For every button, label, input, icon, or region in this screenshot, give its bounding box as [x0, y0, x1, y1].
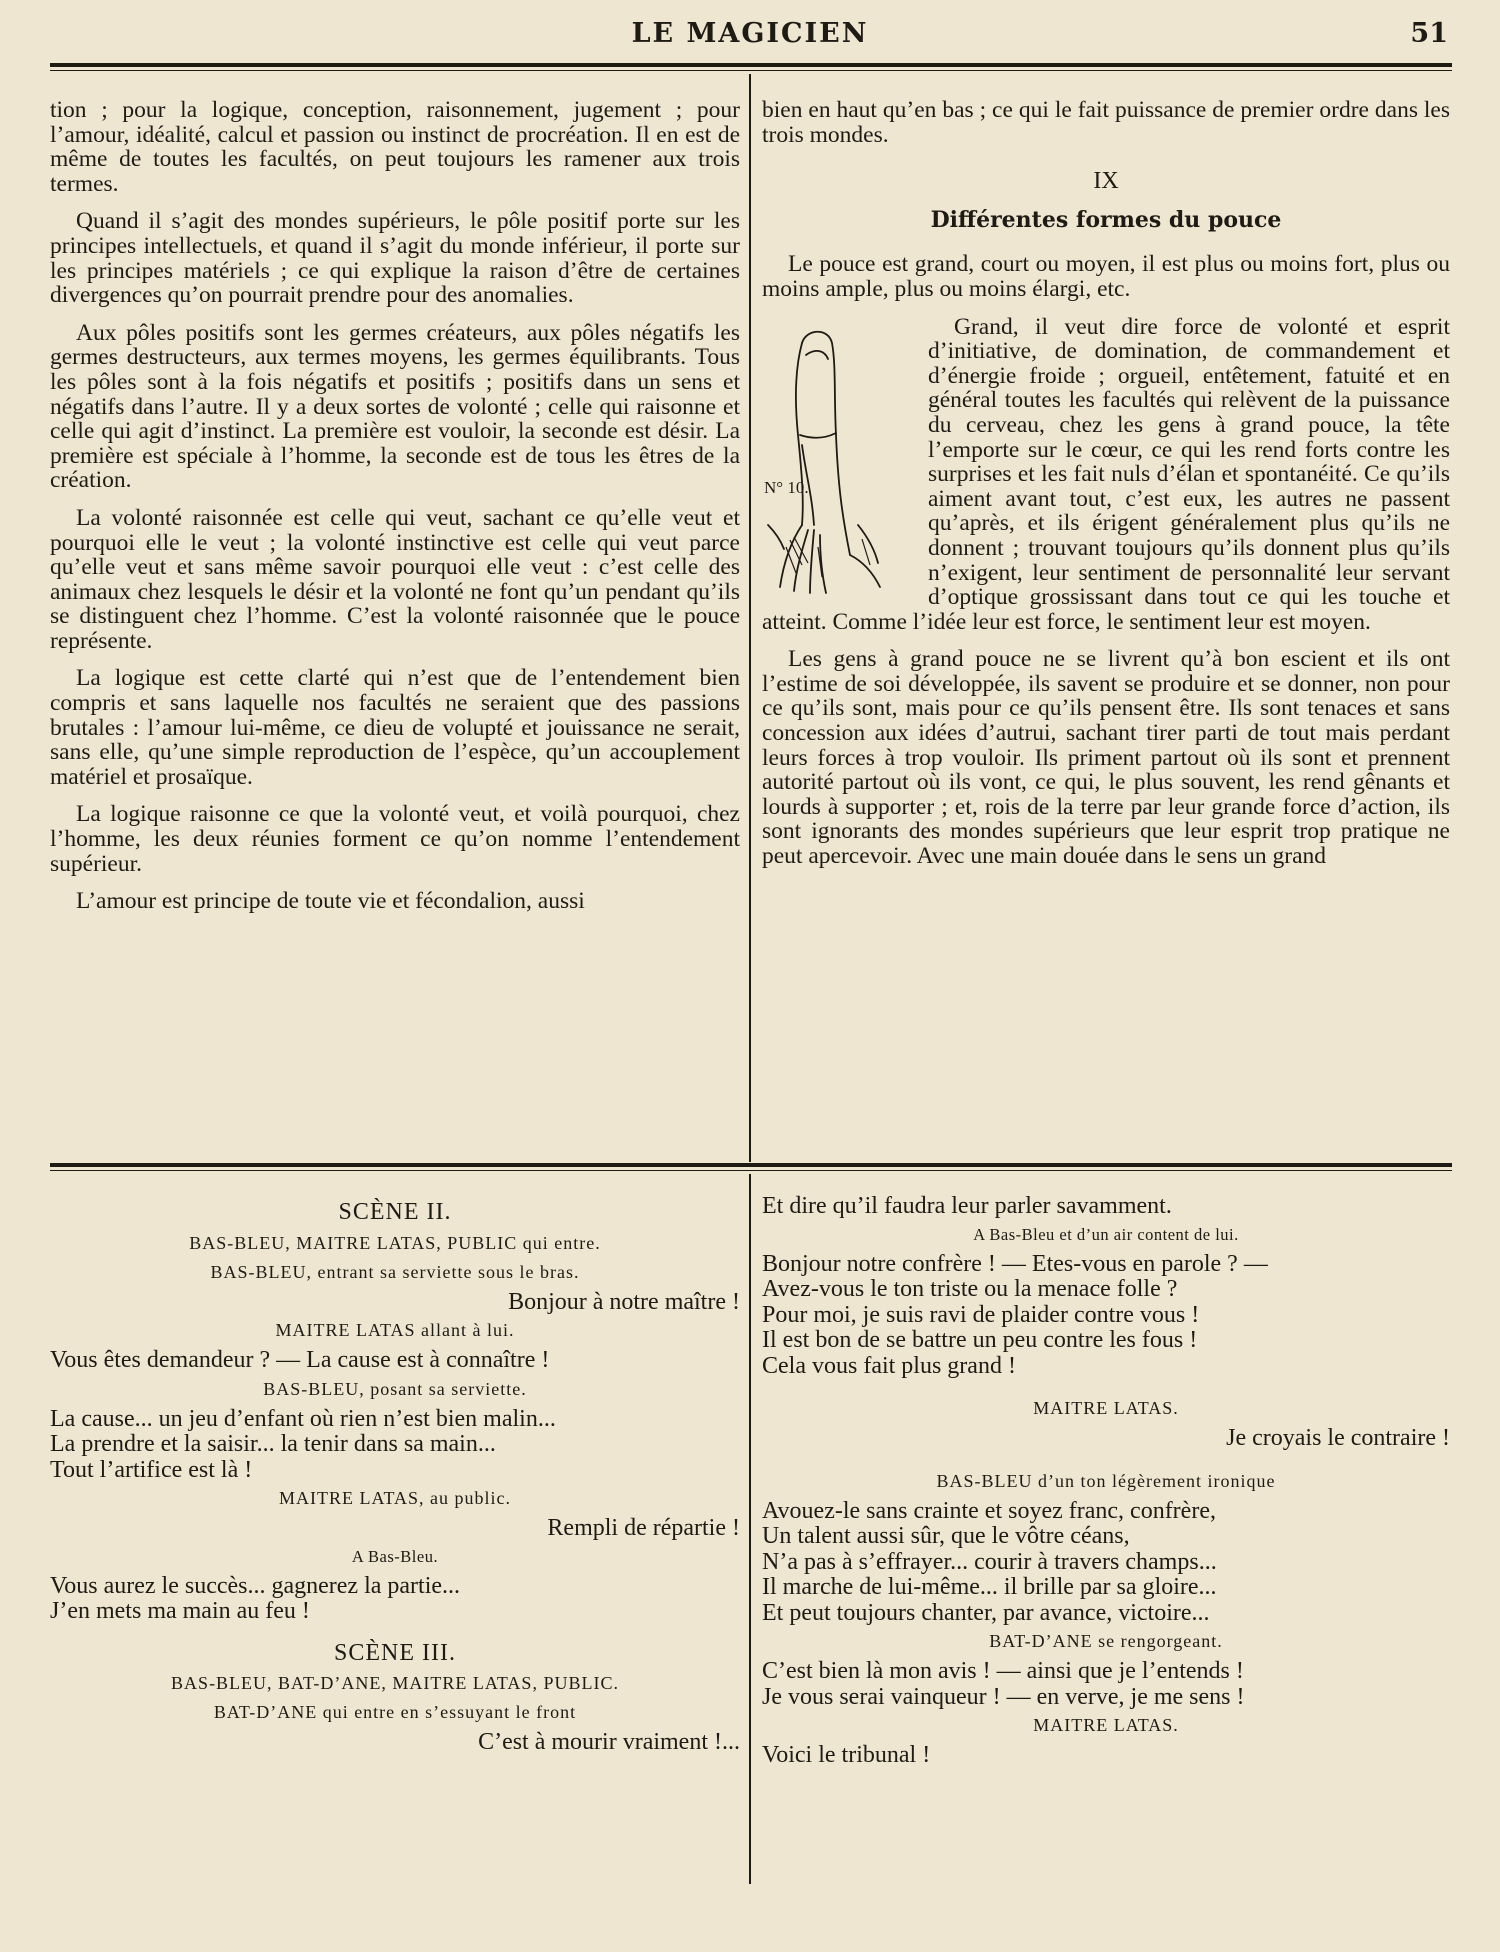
paragraph: bien en haut qu’en bas ; ce qui le fait puissance de premier ordre dans les trois mondes.: [762, 97, 1450, 148]
verse-line: Bonjour à notre maître !: [508, 1288, 740, 1315]
verse-line: C’est à mourir vraiment !...: [478, 1729, 740, 1755]
verse-line: Vous aurez le succès... gagnerez la partie...: [50, 1572, 461, 1599]
stage-direction: MAITRE LATAS.: [1033, 1715, 1179, 1735]
verse-line: Un talent aussi sûr, que le vôtre céans,: [762, 1523, 1130, 1549]
thumb-illustration: [762, 325, 914, 597]
stage-direction: MAITRE LATAS.: [1033, 1398, 1179, 1418]
stage-direction: BAS-BLEU, entrant sa serviette sous le bras.: [210, 1261, 580, 1282]
running-header-title: LE MAGICIEN: [631, 18, 869, 49]
verse-line: La cause... un jeu d’enfant où rien n’est bien malin...: [50, 1405, 556, 1432]
verse-line: Et peut toujours chanter, par avance, victoire...: [762, 1599, 1210, 1626]
section-title: Différentes formes du pouce: [930, 206, 1282, 233]
paragraph: Grand, il veut dire force de volonté et esprit d’initiative, de domination, de commandement et d’énergie froide ; orgueil, entêtement, fatuité et en général toutes les facultés qui relèvent de la puissance du cerveau, chez les gens à grand pouce, la tête l’emporte sur le cœur, ce qui les rend forts contre les surprises et les fait nuls d’élan et spontanéité. Ce qu’ils aiment avant tout, c’est eux, les autres ne passent qu’après, et ils érigent généralement plus qu’ils ne donnent ; trouvant toujours qu’ils donnent plus qu’ils n’exigent, leur sentiment de personnalité leur servant d’optique grossissant dans tout ce qui les touche et atteint. Comme l’idée leur est force, le sentiment leur est moyen.: [762, 313, 1450, 635]
thumb-drawing-icon: [762, 325, 914, 597]
paragraph: La logique est cette clarté qui n’est que de l’entendement bien compris et sans laquelle nos facultés ne seraient que des passions brutales : l’amour lui-même, ce dieu de volupté et jouissance ne serait, sans elle, qu’une simple reproduction de l’espèce, qu’un accouplement matériel et prosaïque.: [50, 665, 740, 790]
verse-line: J’en mets ma main au feu !: [50, 1598, 310, 1624]
stage-direction: BAT-D’ANE qui entre en s’essuyant le front: [213, 1702, 577, 1722]
stage-direction: A Bas-Bleu et d’un air content de lui.: [973, 1224, 1239, 1244]
verse-line: Il est bon de se battre un peu contre les fous !: [762, 1327, 1198, 1353]
header-rule-thick: [50, 63, 1452, 67]
verse-line: Rempli de répartie !: [547, 1515, 740, 1541]
paragraph: Aux pôles positifs sont les germes créateurs, aux pôles négatifs les germes destructeurs, aux termes moyens, les germes équilibrants. Tous les pôles sont à la fois négatifs et positifs ; positifs dans un sens et négatifs dans l’autre. Il y a deux sortes de volonté ; celle qui raisonne et celle qui agit d’instinct. La première est vouloir, la seconde est désir. La première est spéciale à l’homme, la seconde est de tous les êtres de la création.: [50, 319, 740, 494]
scene-title: SCÈNE III.: [334, 1639, 456, 1666]
stage-direction: BAS-BLEU, MAITRE LATAS, PUBLIC qui entre.: [189, 1232, 601, 1253]
section-number: IX: [1093, 168, 1119, 195]
verse-line: Je croyais le contraire !: [1226, 1425, 1450, 1451]
paragraph: La volonté raisonnée est celle qui veut, sachant ce qu’elle veut et pourquoi elle le veut ; la volonté instinctive est celle qui veut parce qu’elle veut et sans même savoir pourquoi elle veut : c’est celle des animaux chez lesquels le désir et la volonté ne font qu’un pendant qu’ils se distinguent chez l’homme. C’est la volonté raisonnée que le pouce représente.: [50, 504, 740, 654]
stage-direction: BAT-D’ANE se rengorgeant.: [989, 1631, 1223, 1651]
stage-direction: BAS-BLEU, posant sa serviette.: [263, 1378, 527, 1399]
verse-line: Cela vous fait plus grand !: [762, 1352, 1016, 1379]
play-right-column: [762, 1194, 1450, 1769]
column-divider-bottom: [749, 1174, 751, 1884]
stage-direction: MAITRE LATAS, au public.: [278, 1488, 512, 1508]
page-number: 51: [1410, 18, 1448, 49]
column-divider-top: [749, 74, 751, 1162]
verse-line: Il marche de lui-même... il brille par sa gloire...: [762, 1574, 1217, 1600]
verse-line: Bonjour notre confrère ! — Etes-vous en parole ? —: [762, 1250, 1268, 1277]
play-left-column: [50, 1192, 740, 1756]
verse-line: Et dire qu’il faudra leur parler savamment.: [762, 1193, 1172, 1219]
verse-line: Voici le tribunal !: [762, 1742, 931, 1768]
section-rule-thin: [50, 1170, 1452, 1171]
verse-line: Pour moi, je suis ravi de plaider contre vous !: [762, 1301, 1200, 1328]
paragraph: L’amour est principe de toute vie et fécondalion, aussi: [76, 888, 585, 915]
figure-label: N° 10.: [764, 477, 809, 497]
verse-line: Avouez-le sans crainte et soyez franc, confrère,: [762, 1497, 1216, 1524]
stage-direction: BAS-BLEU d’un ton légèrement ironique: [936, 1470, 1276, 1491]
stage-direction: MAITRE LATAS allant à lui.: [275, 1320, 515, 1340]
paragraph: La logique raisonne ce que la volonté veut, et voilà pourquoi, chez l’homme, les deux réunies forment ce qu’on nomme l’entendement supérieur.: [50, 801, 740, 877]
paragraph: Le pouce est grand, court ou moyen, il est plus ou moins fort, plus ou moins ample, plus ou moins élargi, etc.: [762, 251, 1450, 302]
scene-title: SCÈNE II.: [338, 1199, 452, 1225]
header-rule-thin: [50, 70, 1452, 71]
paragraph: Les gens à grand pouce ne se livrent qu’à bon escient et ils ont l’estime de soi développée, ils savent se produire et se donner, non pour ce qu’ils sont, mais pour ce qu’ils pensent être. Ils sont tenaces et sans concession aux idées d’autrui, sachant tirer parti de tout mais perdant leurs forces à trop vouloir. Ils priment partout où ils sont et prennent autorité partout où ils vont, ce qui, le plus souvent, les rend gênants et lourds à supporter ; et, rois de la terre par leur grande force d’action, ils sont ignorants des mondes supérieurs que leur esprit trop pratique ne peut apercevoir. Avec une main douée dans le sens un grand: [762, 646, 1450, 870]
right-article-column: [762, 98, 1450, 882]
verse-line: Tout l’artifice est là !: [50, 1456, 253, 1483]
left-article-column: [50, 98, 740, 927]
stage-direction: A Bas-Bleu.: [351, 1546, 439, 1566]
verse-line: Vous êtes demandeur ? — La cause est à connaître !: [50, 1347, 550, 1373]
paragraph: Quand il s’agit des mondes supérieurs, le pôle positif porte sur les principes intellectuels, et quand il s’agit du monde inférieur, il porte sur les principes matériels ; ce qui explique la raison d’être de certaines divergences qu’on pourrait prendre pour des anomalies.: [50, 208, 740, 309]
verse-line: N’a pas à s’effrayer... courir à travers champs...: [762, 1548, 1217, 1575]
verse-line: C’est bien là mon avis ! — ainsi que je l’entends !: [762, 1658, 1244, 1684]
verse-line: La prendre et la saisir... la tenir dans sa main...: [50, 1431, 496, 1457]
verse-line: Avez-vous le ton triste ou la menace folle ?: [762, 1276, 1178, 1302]
verse-line: Je vous serai vainqueur ! — en verve, je me sens !: [762, 1683, 1245, 1710]
section-rule-thick: [50, 1163, 1452, 1167]
paragraph: tion ; pour la logique, conception, raisonnement, jugement ; pour l’amour, idéalité, calcul et passion ou instinct de procréation. Il en est de même de toutes les facultés, on peut toujours les ramener aux trois termes.: [50, 97, 740, 197]
stage-direction: BAS-BLEU, BAT-D’ANE, MAITRE LATAS, PUBLIC.: [171, 1673, 619, 1693]
